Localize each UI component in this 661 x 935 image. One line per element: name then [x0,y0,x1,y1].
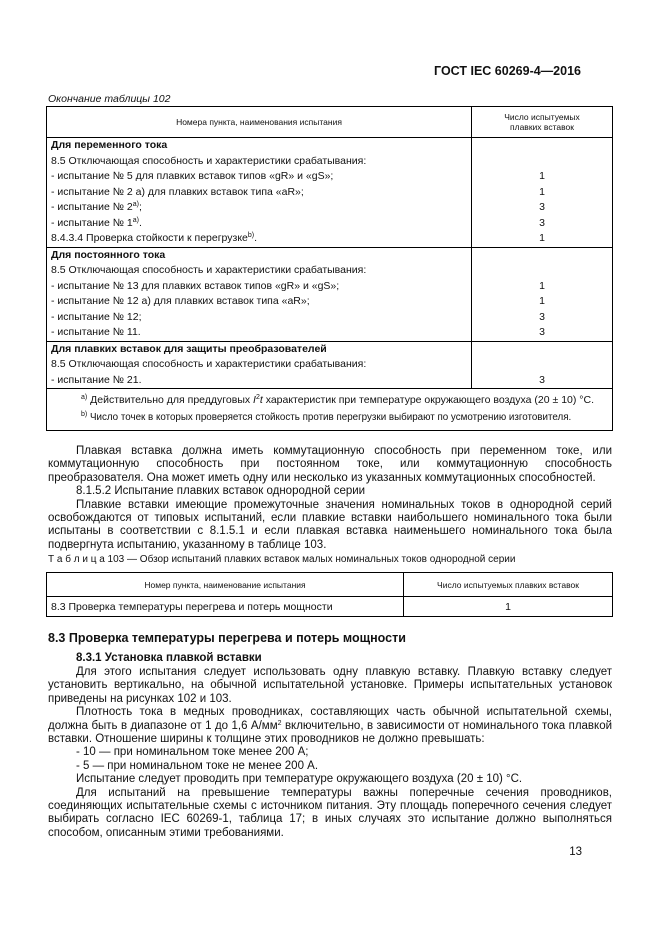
paragraph: Плотность тока в медных проводниках, составляющих часть обычной испытательной схемы, должна быть в диапазоне от 1 до 1,6 $А/мм^2$ включительно, в зависимости от номинального тока плавкой вставки. Отношение ширины к толщине этих проводников не должно превышать: [48,706,613,746]
table-cell-value: 1 [472,231,613,247]
table-row-label: - испытание № 12 а) для плавких вставок типа «aR»; [47,294,472,310]
table-cell-value: 1 [472,279,613,295]
table-102-col2-header: Число испытуемых плавких вставок [472,107,613,138]
list-item: - 10 — при номинальном токе менее 200 А; [76,746,309,759]
note-b: $^{b)}$ Число точек в которых проверяется стойкость против перегрузки выбирают по усмотрению изготовителя. [81,411,572,423]
table-103-col1-header: Номер пункта, наименование испытания [47,573,404,597]
table-row-label: 8.5 Отключающая способность и характеристики срабатывания: [47,357,472,373]
table-row-label: - испытание № 11. [47,325,472,341]
table-section-title: Для переменного тока [47,138,472,154]
note-a: $^{a)}$ Действительно для преддуговых $I^2t$ характеристик при температуре окружающего воздуха (20 ± 10) °С. [81,394,594,406]
paragraph: Для этого испытания следует использовать одну плавкую вставку. Плавкую вставку следует установить вертикально, на обычной испытательной установке. Примеры испытательных установок приведены на рисунках 102 и 103. [48,666,612,705]
table-section-title: Для постоянного тока [47,247,472,263]
table-row-label: 8.4.3.4 Проверка стойкости к перегрузке$^{b)}$. [47,231,472,247]
table-cell-value: 3 [472,325,613,341]
table-cell-value: 3 [472,216,613,232]
table-103-col2-header: Число испытуемых плавких вставок [404,573,613,597]
table-102 [46,106,613,431]
paragraph: Испытание следует проводить при температуре окружающего воздуха (20 ± 10) °С. [76,773,523,786]
table-row-label: - испытание № 12; [47,310,472,326]
table-row-label: - испытание № 21. [47,373,472,389]
table-section-title: Для плавких вставок для защиты преобразователей [47,341,472,357]
section-heading: 8.3 Проверка температуры перегрева и потерь мощности [48,631,406,645]
table-row-label: - испытание № 13 для плавких вставок типов «gR» и «gS»; [47,279,472,295]
table-cell-value: 1 [472,169,613,185]
table-cell-value: 1 [472,185,613,201]
page-number: 13 [569,846,582,858]
paragraph: Для испытаний на превышение температуры важны поперечные сечения проводников, соединяющих испытательные схемы с источником питания. Эту площадь поперечного сечения следует выбирать согласно IEC 60269-1, таблица 17; в иных случаях это испытание должно выполняться способом, описанным этими требованиями. [48,786,612,839]
table-103-caption: Т а б л и ц а 103 — Обзор испытаний плавких вставок малых номинальных токов однородной серии [48,554,516,565]
table-103 [46,572,613,617]
table-row-label: 8.3 Проверка температуры перегрева и потерь мощности [47,597,404,617]
paragraph: Плавкие вставки имеющие промежуточные значения номинальных токов в однородной серий освобождаются от типовых испытаний, если плавкие вставки наибольшего номинального тока были испытаны в соответствии с 8.1.5.1 и если плавкая вставка наименьшего номинального тока была подвергнута испытанию, указанному в таблице 103. [48,498,612,551]
table-102-notes [47,389,613,431]
document-header: ГОСТ IEC 60269-4—2016 [434,64,581,78]
table-row-label: 8.5 Отключающая способность и характеристики срабатывания: [47,154,472,170]
table-102-col1-header: Номера пункта, наименования испытания [47,107,472,138]
table-cell-value: 3 [472,373,613,389]
table-row-label: - испытание № 2$^{a)}$; [47,200,472,216]
table-row-label: - испытание № 2 а) для плавких вставок типа «aR»; [47,185,472,201]
table-cell-value: 3 [472,200,613,216]
table-102-caption: Окончание таблицы 102 [48,93,171,105]
paragraph: Плавкая вставка должна иметь коммутационную способность при переменном токе, или коммутационную способность при постоянном токе, или коммутационную способность преобразователя. Она может иметь одну или несколько из указанных коммутационных способностей. [48,445,612,484]
subclause-heading: 8.1.5.2 Испытание плавких вставок однородной серии [76,485,366,498]
body-text-block [48,445,612,552]
table-cell-value: 3 [472,310,613,326]
table-row-label: - испытание № 1$^{a)}$. [47,216,472,232]
body-text-block-2 [48,666,612,840]
table-cell-value: 1 [404,597,613,617]
table-cell-value: 1 [472,294,613,310]
table-row-label: 8.5 Отключающая способность и характеристики срабатывания: [47,263,472,279]
table-row-label: - испытание № 5 для плавких вставок типов «gR» и «gS»; [47,169,472,185]
list-item: - 5 — при номинальном токе не менее 200 А. [76,759,319,772]
subsection-heading: 8.3.1 Установка плавкой вставки [76,652,262,664]
